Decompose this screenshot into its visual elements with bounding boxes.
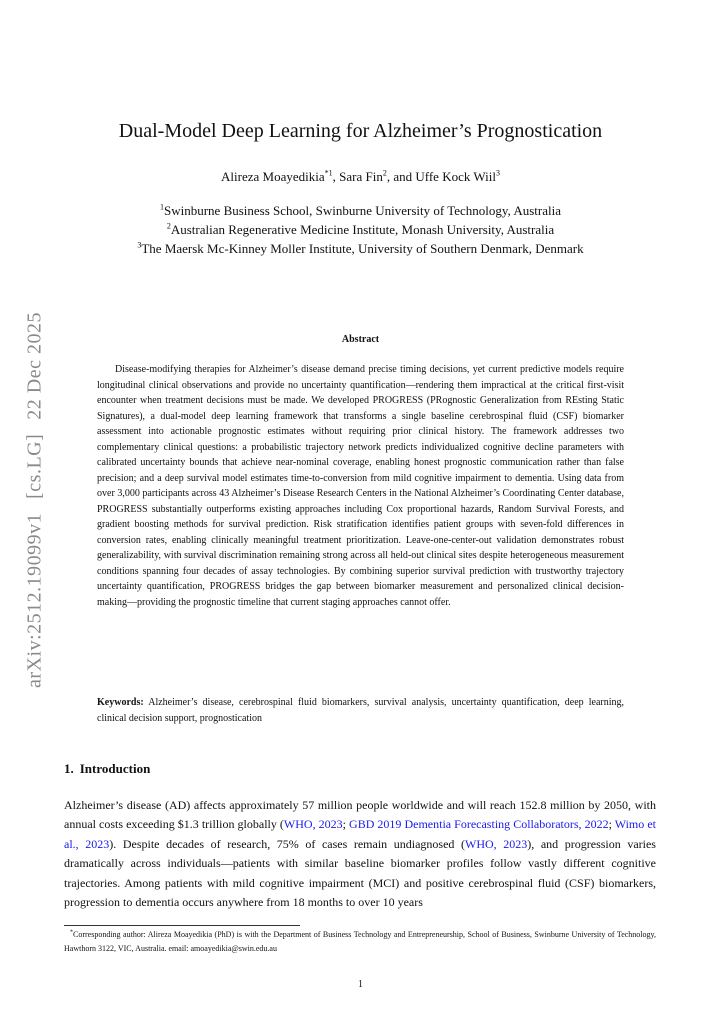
keywords [97, 695, 624, 726]
affiliation-list [0, 201, 721, 258]
author-name: Sara Fin [339, 169, 383, 184]
paragraph-text: ; [342, 817, 350, 832]
affiliation-marker: 3 [137, 240, 142, 250]
arxiv-stamp-text [24, 312, 47, 688]
footnote-marker: * [70, 929, 73, 936]
paper-title: Dual-Model Deep Learning for Alzheimer’s Prognostication [118, 120, 603, 142]
author-name: Alireza Moayedikia [221, 169, 325, 184]
abstract-heading: Abstract [341, 334, 380, 345]
affiliation [0, 220, 721, 239]
affiliation [0, 201, 721, 220]
footnote-text: Corresponding author: Alireza Moayedikia (PhD) is with the Department of Business Technology and Entrepreneurship, School of Business, Swinburne University of Technology, Hawthorn 3122, VIC, Australia. email: amoayedikia@swin.edu.au [64, 930, 656, 953]
author-marker: 3 [495, 168, 500, 178]
affiliation-marker: 2 [166, 221, 171, 231]
affiliation-marker: 1 [159, 202, 164, 212]
page-number: 1 [358, 979, 363, 990]
section-heading [64, 760, 150, 778]
citation-link[interactable]: Wimo et al., 2023 [64, 817, 656, 851]
author-name: Uffe Kock Wiil [415, 169, 496, 184]
arxiv-category: [cs.LG] [23, 433, 46, 499]
author-list [0, 168, 721, 186]
paragraph-text: ), and progression varies dramatically across individuals—patients with similar baseline biomarker profiles follow vastly different cognitive trajectories. Among patients with mild cognitive impairment (MCI) and positive cerebrospinal fluid (CSF) biomarkers, progression to dementia occurs anywhere from 18 months to over 10 years [64, 836, 656, 910]
arxiv-identifier: arXiv:2512.19099v1 [23, 512, 46, 688]
affiliation-text: Swinburne Business School, Swinburne University of Technology, Australia [163, 203, 561, 218]
affiliation-text: Australian Regenerative Medicine Institute, Monash University, Australia [170, 222, 555, 237]
affiliation-text: The Maersk Mc-Kinney Moller Institute, University of Southern Denmark, Denmark [141, 241, 584, 256]
keywords-text: Alzheimer’s disease, cerebrospinal fluid biomarkers, survival analysis, uncertainty quantification, deep learning, clinical decision support, prognostication [97, 697, 625, 724]
author-marker: 2 [382, 168, 387, 178]
footnote [64, 928, 656, 955]
keywords-label: Keywords: [97, 697, 144, 708]
citation-link[interactable]: GBD 2019 Dementia Forecasting Collaborators, 2022 [349, 817, 609, 832]
citation-link[interactable]: WHO, 2023 [283, 817, 343, 832]
author-separator: , and [386, 169, 416, 184]
author-separator: , [332, 169, 340, 184]
paragraph-text: Alzheimer’s disease (AD) affects approximately 57 million people worldwide and will reach 152.8 million by 2050, with annual costs exceeding $1.3 trillion globally ( [64, 798, 656, 832]
author-marker: *1 [324, 168, 333, 178]
footnote-divider [64, 925, 300, 926]
citation-link[interactable]: WHO, 2023 [465, 836, 528, 851]
introduction-paragraph [64, 796, 656, 912]
arxiv-stamp [18, 300, 52, 700]
affiliation [0, 239, 721, 258]
paragraph-text: ). Despite decades of research, 75% of cases remain undiagnosed ( [109, 836, 465, 851]
section-number: 1. [64, 761, 74, 776]
paragraph-text: ; [608, 817, 615, 832]
section-title: Introduction [79, 761, 151, 776]
arxiv-date: 22 Dec 2025 [23, 312, 46, 420]
abstract-text: Disease-modifying therapies for Alzheimer’s disease demand precise timing decisions, yet current predictive models require longitudinal clinical observations and provide no uncertainty quantification—rendering them impractical at the critical first-visit encounter when treatment decisions must be made. We developed PROGRESS (PRognostic Generalization from REsting Static Signatures), a dual-model deep learning framework that transforms a single baseline cerebrospinal fluid (CSF) biomarker assessment into actionable prognostic estimates without requiring prior clinical history. The framework addresses two complementary clinical questions: a probabilistic trajectory network predicts individualized cognitive decline parameters with calibrated uncertainty bounds that achieve near-nominal coverage, enabling honest prognostic communication rather than false precision; and a deep survival model estimates time-to-conversion from mild cognitive impairment to dementia. Using data from over 3,000 participants across 43 Alzheimer’s Disease Research Centers in the National Alzheimer’s Coordinating Center database, PROGRESS substantially outperforms existing approaches including Cox proportional hazards, Random Survival Forests, and gradient boosting methods for survival prediction. Risk stratification identifies patient groups with seven-fold differences in conversion rates, enabling clinically meaningful treatment prioritization. Leave-one-center-out validation demonstrates robust generalizability, with survival discrimination remaining strong across all held-out clinical sites despite heterogeneous measurement conditions spanning four decades of assay technologies. By combining superior survival prediction with trustworthy trajectory uncertainty quantification, PROGRESS bridges the gap between biomarker measurement and personalized clinical decision-making—providing the prognostic timeline that current staging approaches cannot offer. [97, 364, 624, 608]
